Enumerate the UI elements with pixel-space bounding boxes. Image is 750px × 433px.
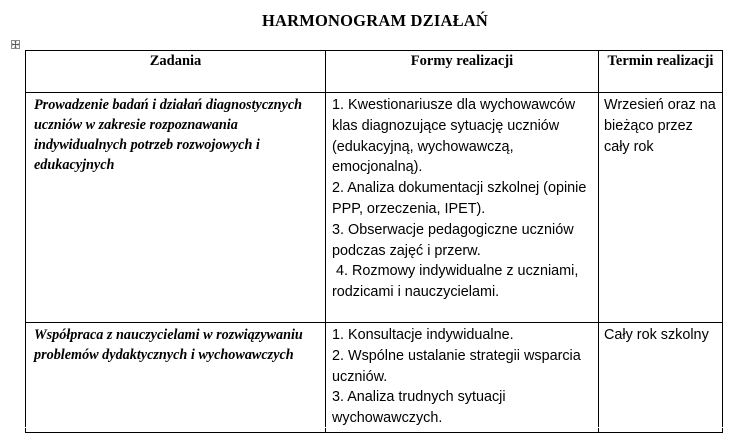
header-forms: Formy realizacji <box>326 51 599 93</box>
term-text: Cały rok szkolny <box>604 327 709 343</box>
task-cell <box>26 323 326 433</box>
header-term: Termin realizacji <box>599 51 723 93</box>
form-item: 1. Kwestionariusze dla wychowawców klas diagnozujące sytuację uczniów (edukacyjną, wychowawczą, emocjonalną). <box>332 97 576 176</box>
table-header-row <box>26 51 723 93</box>
task-text: Prowadzenie badań i działań diagnostycznych uczniów w zakresie rozpoznawania indywidualnych potrzeb rozwojowych i edukacyjnych <box>34 97 303 173</box>
form-item: 2. Wspólne ustalanie strategii wsparcia uczniów. <box>332 347 581 385</box>
term-cell <box>599 93 723 323</box>
table-row <box>26 93 723 323</box>
form-item: 1. Konsultacje indywidualne. <box>332 327 514 343</box>
document-title: HARMONOGRAM DZIAŁAŃ <box>261 11 489 30</box>
task-cell <box>26 93 326 323</box>
header-tasks: Zadania <box>26 51 326 93</box>
form-item: 3. Analiza trudnych sytuacji wychowawczych. <box>332 389 506 427</box>
form-item: 3. Obserwacje pedagogiczne uczniów podczas zajęć i przerw. <box>332 221 574 259</box>
table-move-handle-icon[interactable] <box>11 40 20 49</box>
schedule-table <box>25 50 723 433</box>
term-text: Wrzesień oraz na bieżąco przez cały rok <box>604 97 716 155</box>
forms-cell <box>326 323 599 433</box>
table-row <box>26 323 723 433</box>
forms-cell <box>326 93 599 323</box>
term-cell <box>599 323 723 433</box>
form-item: 4. Rozmowy indywidualne z uczniami, rodzicami i nauczycielami. <box>332 263 583 301</box>
task-text: Współpraca z nauczycielami w rozwiązywaniu problemów dydaktycznych i wychowawczych <box>34 327 303 363</box>
form-item: 2. Analiza dokumentacji szkolnej (opinie PPP, orzeczenia, IPET). <box>332 180 587 217</box>
